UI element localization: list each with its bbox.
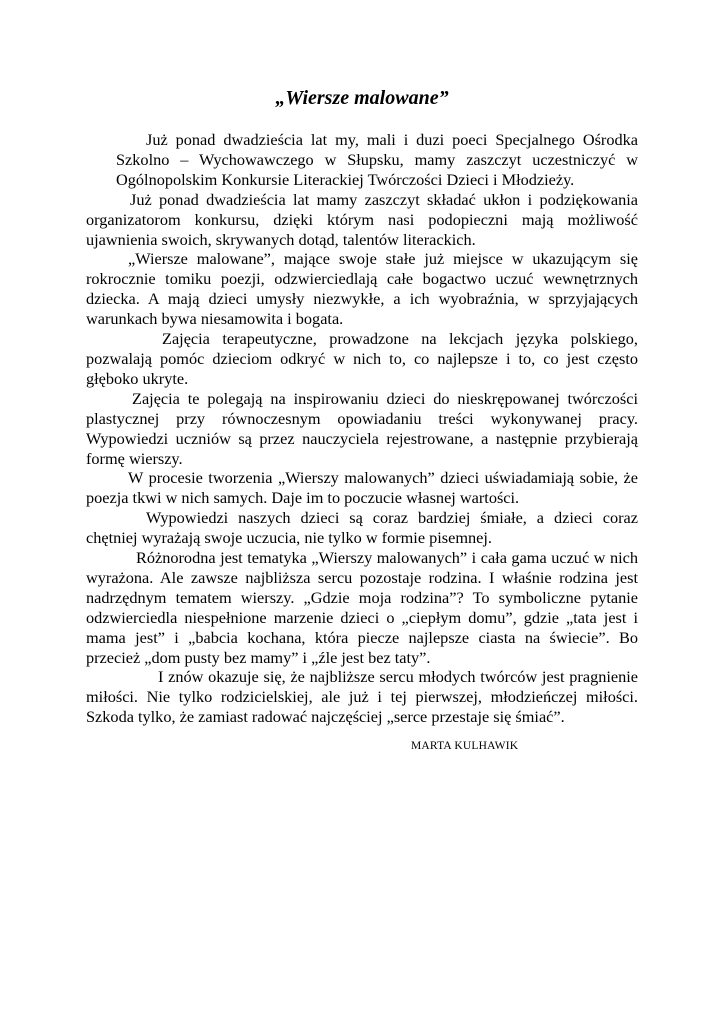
paragraph-3: „Wiersze malowane”, mające swoje stałe już miejsce w ukazującym się rokrocznie tomiku poezji, odzwierciedlają całe bogactwo uczuć wewnętrznych dziecka. A mają dzieci umysły niezwykłe, a ich wyobraźnia, w sprzyjających warunkach bywa niesamowita i bogata. [86,249,638,329]
paragraph-6: W procesie tworzenia „Wierszy malowanych” dzieci uświadamiają sobie, że poezja tkwi w nich samych. Daje im to poczucie własnej wartości. [86,468,638,508]
document-body [86,130,638,727]
paragraph-1: Już ponad dwadzieścia lat my, mali i duzi poeci Specjalnego Ośrodka Szkolno – Wychowawczego w Słupsku, mamy zaszczyt uczestniczyć w Ogólnopolskim Konkursie Literackiej Twórczości Dzieci i Młodzieży. [116,130,638,189]
paragraph-7: Wypowiedzi naszych dzieci są coraz bardziej śmiałe, a dzieci coraz chętniej wyrażają swoje uczucia, nie tylko w formie pisemnej. [86,508,638,548]
author-signature: MARTA KULHAWIK [411,740,519,752]
paragraph-5: Zajęcia te polegają na inspirowaniu dzieci do nieskrępowanej twórczości plastycznej przy równoczesnym opowiadaniu treści wykonywanej pracy. Wypowiedzi uczniów są przez nauczyciela rejestrowane, a następnie przybierają formę wierszy. [86,388,638,468]
paragraph-4: Zajęcia terapeutyczne, prowadzone na lekcjach języka polskiego, pozwalają pomóc dzieciom odkryć w nich to, co najlepsze i to, co jest często głęboko ukryte. [86,329,638,388]
paragraph-9: I znów okazuje się, że najbliższe sercu młodych twórców jest pragnienie miłości. Nie tylko rodzicielskiej, ale już i tej pierwszej, młodzieńczej miłości. Szkoda tylko, że zamiast radować najczęściej „serce przestaje się śmiać”. [86,667,638,727]
paragraph-8: Różnorodna jest tematyka „Wierszy malowanych” i cała gama uczuć w nich wyrażona. Ale zawsze najbliższa sercu pozostaje rodzina. I właśnie rodzina jest nadrzędnym tematem wierszy. „Gdzie moja rodzina”? To symboliczne pytanie odzwierciedla niespełnione marzenie dzieci o „ciepłym domu”, gdzie „tata jest i mama jest” i „babcia kochana, która piecze najlepsze ciasta na świecie”. Bo przecież „dom pusty bez mamy” i „źle jest bez taty”. [86,548,638,667]
document-title: „Wiersze malowane” [275,87,449,109]
paragraph-2: Już ponad dwadzieścia lat mamy zaszczyt składać ukłon i podziękowania organizatorom konkursu, dzięki którym nasi podopieczni mają możliwość ujawnienia swoich, skrywanych dotąd, talentów literackich. [86,189,638,249]
